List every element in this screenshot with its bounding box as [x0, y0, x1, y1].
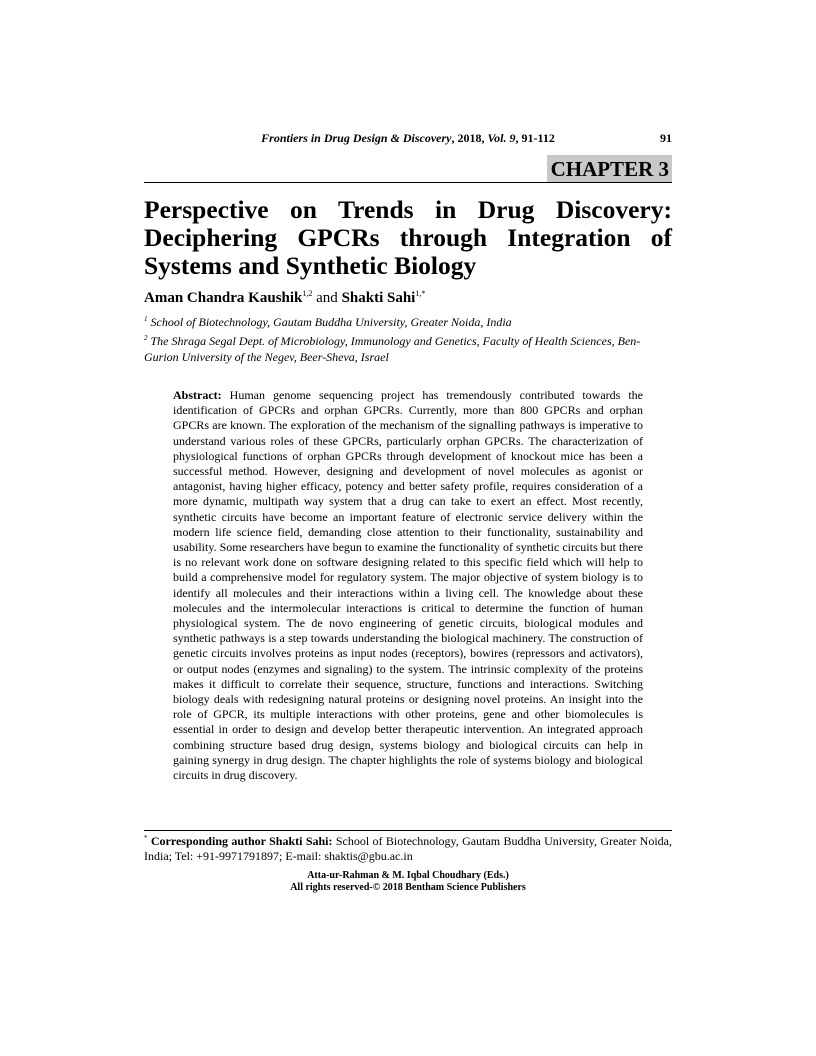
abstract-text: Human genome sequencing project has tremendously contributed towards the identification of GPCRs and orphan GPCRs. Currently, more than 800 GPCRs and orphan GPCRs are known. The exploration of the mechanism of the signalling pathways is imperative to understand various roles of these GPCRs, particularly orphan GPCRs. The characterization of physiological functions of orphan GPCRs through development of knockout mice has been a successful method. However, designing and development of novel molecules as agonist or antagonist, having higher efficacy, potency and better safety profile, requires consideration of a more dynamic, multipath way system that a drug can take to exert an effect. Most recently, synthetic circuits have become an important feature of electronic service delivery within the modern life science field, demanding close attention to their functionality, sustainability and usability. Some researchers have begun to examine the functionality of synthetic circuits but there is no relevant work done on software designing related to this specific field which will help to build a comprehensive model for regulatory system. The major objective of system biology is to identify all molecules and their interactions within a living cell. The knowledge about these molecules and the intermolecular interactions is critical to determine the function of human physiological system. The de novo engineering of genetic circuits, biological modules and synthetic pathways is a step towards understanding the biological machinery. The construction of genetic circuits involves proteins as input nodes (receptors), bowires (repressors and activators), or output nodes (enzymes and signaling) to the system. The intrinsic complexity of the proteins makes it difficult to correlate their sequence, structure, functions and interactions. Switching biology deals with redesigning natural proteins or designing novel proteins. An insight into the role of GPCR, its multiple interactions with other proteins, gene and other biomolecules is essential in order to design and develop better therapeutic intervention. An integrated approach combining structure based drug design, systems biology and biological circuits can help in gaining synergy in drug design. The chapter highlights the role of systems biology and biological circuits in drug discovery.: [173, 388, 643, 783]
journal-name: Frontiers in Drug Design & Discovery: [261, 131, 452, 145]
author-name: Shakti Sahi: [341, 290, 416, 306]
abstract-label: Abstract:: [173, 388, 222, 402]
author-conjunction: and: [312, 290, 342, 306]
footnote-divider: [144, 830, 672, 831]
author-name: Aman Chandra Kaushik: [144, 290, 303, 306]
editors-line: Atta-ur-Rahman & M. Iqbal Choudhary (Eds.): [307, 870, 509, 881]
publisher-credit: [144, 870, 672, 894]
abstract: [173, 388, 643, 783]
affiliation: [144, 333, 672, 365]
author-line: [144, 289, 672, 307]
chapter-label: CHAPTER 3: [547, 155, 672, 183]
footnote-text: School of Biotechnology, Gautam Buddha University, Greater Noida, India; Tel: +91-9971791897; E-mail: shaktis@gbu.ac.in: [144, 834, 673, 863]
author-affiliation-marker: 1,*: [415, 289, 426, 298]
copyright-line: All rights reserved-© 2018 Bentham Science Publishers: [290, 882, 526, 893]
chapter-divider: [144, 182, 672, 183]
journal-volume: Vol. 9: [487, 131, 516, 145]
chapter-title: Perspective on Trends in Drug Discovery: Deciphering GPCRs through Integration of Systems and Synthetic Biology: [144, 195, 672, 280]
affiliation-text: The Shraga Segal Dept. of Microbiology, Immunology and Genetics, Faculty of Health Sciences, Ben-Gurion University of the Negev, Beer-Sheva, Israel: [144, 334, 641, 364]
author-affiliation-marker: 1,2: [302, 289, 313, 298]
affiliation: [144, 314, 672, 330]
page-number: 91: [660, 131, 672, 145]
affiliation-text: School of Biotechnology, Gautam Buddha University, Greater Noida, India: [150, 315, 512, 329]
footnote-marker: *: [144, 834, 148, 842]
corresponding-author-footnote: [144, 834, 672, 864]
running-head: [144, 131, 672, 146]
journal-pages: , 91-112: [515, 131, 555, 145]
journal-year: , 2018,: [451, 131, 488, 145]
affiliation-marker: 1: [144, 315, 148, 323]
footnote-label: Corresponding author Shakti Sahi:: [150, 834, 333, 848]
affiliation-marker: 2: [144, 334, 148, 342]
